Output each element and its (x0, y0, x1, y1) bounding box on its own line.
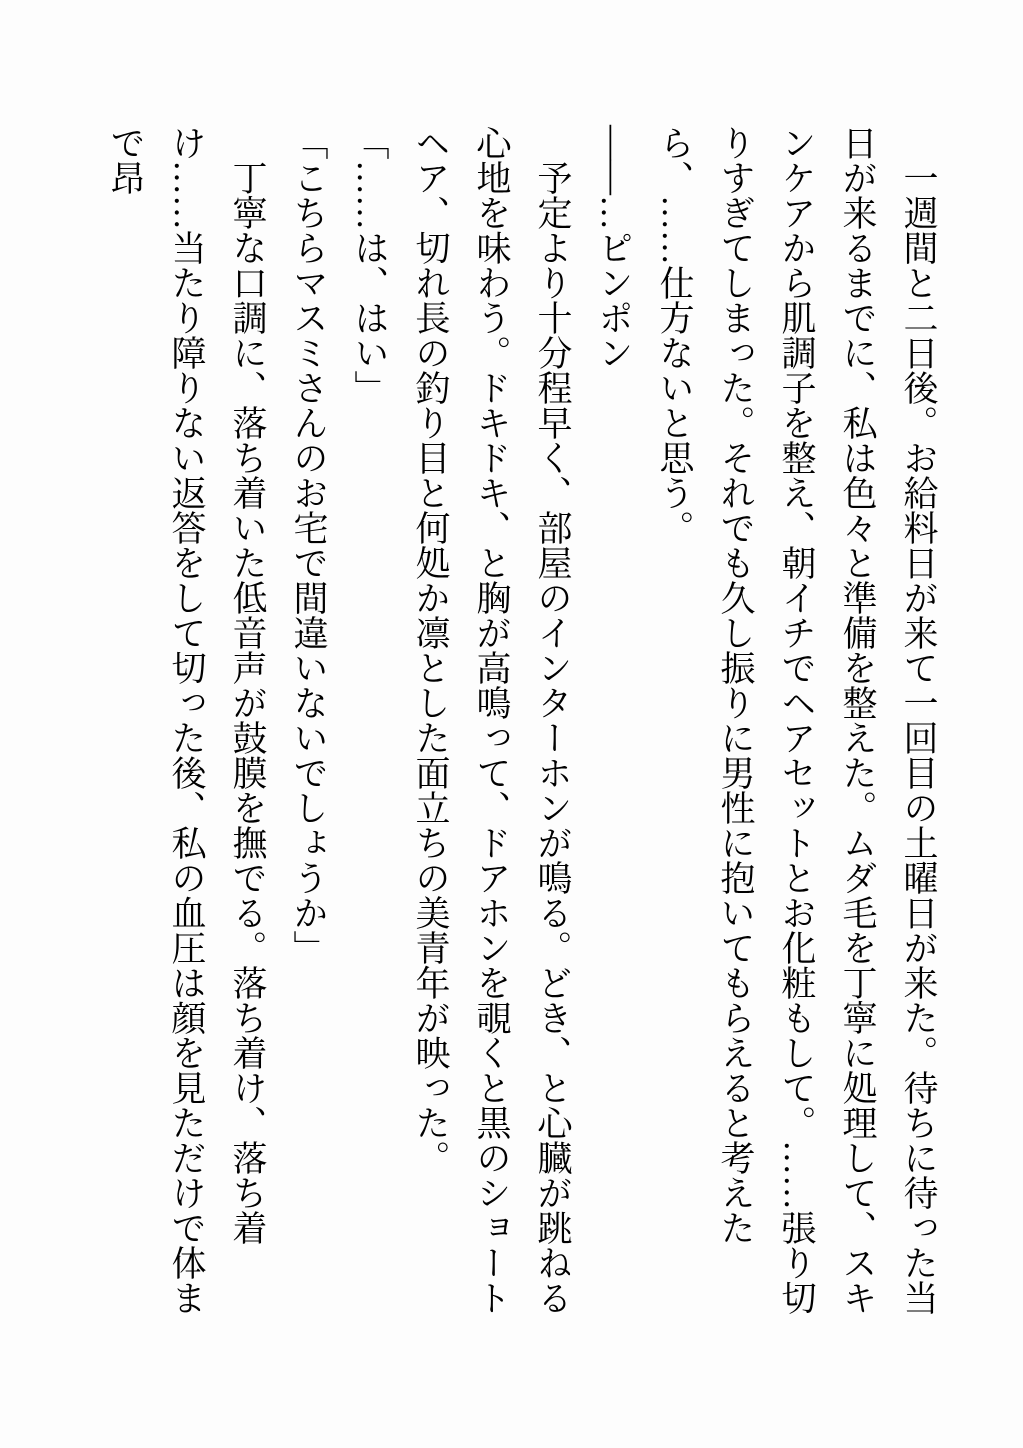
paragraph: 「こちらマスミさんのお宅で間違いないでしょうか」 (289, 125, 328, 965)
paragraph: 「……は、はい」 (350, 125, 389, 405)
paragraph: 予定より十分程早く、部屋のインターホンが鳴る。どき、と心臓が跳ねる心地を味わう。ドキドキ、と胸が高鳴って、ドアホンを覗くと黒のショートヘア、切れ長の釣り目と何処か凛とした面立ちの美青年が映った。 (411, 125, 572, 1315)
vertical-text-flow (95, 125, 949, 1315)
paragraph: 一週間と二日後。お給料日が来て一回目の土曜日が来た。待ちに待った当日が来るまでに、私は色々と準備を整えた。ムダ毛を丁寧に処理して、スキンケアから肌調子を整え、朝イチでヘアセットとお化粧もして。……張り切りすぎてしまった。それでも久し振りに男性に抱いてもらえると考えたら、……仕方ないと思う。 (655, 125, 938, 1315)
paragraph: 丁寧な口調に、落ち着いた低音声が鼓膜を撫でる。落ち着け、落ち着け……当たり障りない返答をして切った後、私の血圧は顔を見ただけで体まで昂 (106, 125, 267, 1315)
paragraph: ――…ピンポン (594, 125, 633, 370)
